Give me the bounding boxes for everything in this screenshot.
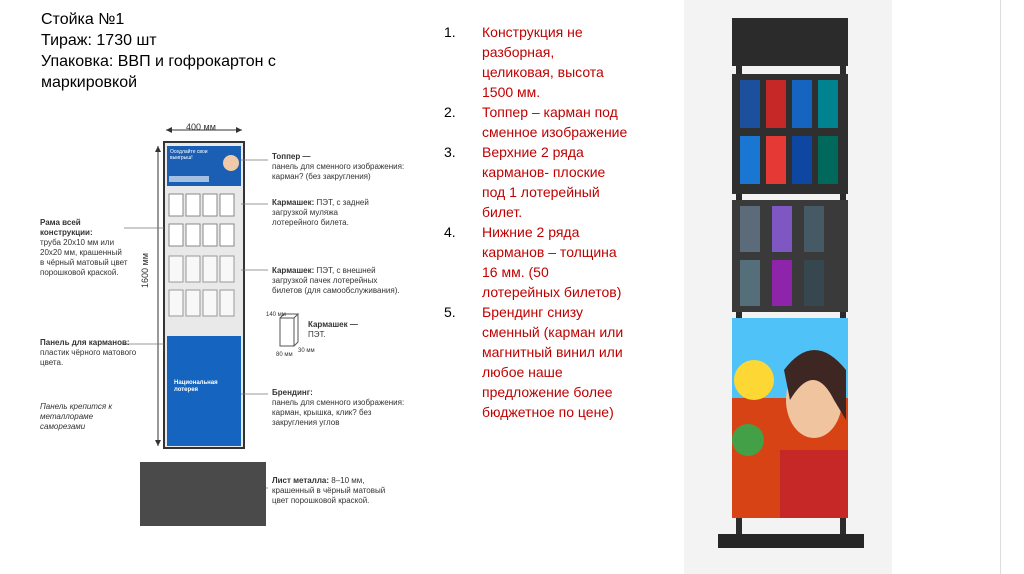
list-item-text: Топпер – карман под сменное изображение <box>482 104 628 140</box>
technical-drawing <box>36 118 436 538</box>
list-item-text: Верхние 2 ряда карманов- плоские под 1 лотерейный билет. <box>482 144 606 220</box>
height-dimension: 1600 мм <box>140 253 150 288</box>
list-item-text: Брендинг снизу сменный (карман или магнитный винил или любое наше предложение более бюджетное по цене) <box>482 304 624 420</box>
width-arrow-right <box>236 127 242 133</box>
photo-ball-green <box>732 424 764 456</box>
packaging-text-line1: Упаковка: ВВП и гофрокартон с <box>41 53 276 70</box>
list-item-number: 1. <box>444 24 456 40</box>
base-label-desc: 8–10 мм, крашенный в чёрный матовый цвет порошковой краской. <box>272 476 386 505</box>
pocket-depth-dim: 30 мм <box>298 348 315 354</box>
panel-label-desc: пластик чёрного матового цвета. <box>40 348 137 367</box>
list-item <box>444 142 684 222</box>
pocket1-label-desc: ПЭТ, с задней загрузкой муляжа лотерейного билета. <box>272 198 369 227</box>
frame-label-desc: труба 20x10 мм или 20x20 мм, крашенный в чёрный матовый цвет порошковой краской. <box>40 238 128 277</box>
pocket2-label-desc: ПЭТ, с внешней загрузкой пачек лотерейных билетов (для самообслуживания). <box>272 266 400 295</box>
list-item-number: 5. <box>444 304 456 320</box>
circulation-text: Тираж: 1730 шт <box>41 32 157 49</box>
pocket1-label-title: Кармашек: <box>272 198 315 207</box>
pocket3-label-desc: ПЭТ. <box>308 330 326 339</box>
pocket2-label <box>272 266 402 296</box>
pocket3-label <box>308 320 388 340</box>
base-label-title: Лист металла: <box>272 476 330 485</box>
frame-label-title: Рама всей конструкции: <box>40 218 93 237</box>
list-item-number: 3. <box>444 144 456 160</box>
pocket3-label-title: Кармашек — <box>308 320 358 329</box>
branding-label <box>272 388 412 428</box>
width-dimension: 400 мм <box>186 122 216 132</box>
list-item-number: 2. <box>444 104 456 120</box>
pocket-width-dim: 80 мм <box>276 352 293 358</box>
topper-label-title: Топпер — <box>272 152 311 161</box>
photo-ball-yellow <box>734 360 774 400</box>
slide-header <box>41 9 381 93</box>
pocket1-label <box>272 198 382 228</box>
branding-screen-text: Национальная лотерея <box>174 380 218 393</box>
pocket2-label-title: Кармашек: <box>272 266 315 275</box>
photo-person-dress <box>780 450 848 518</box>
width-arrow-left <box>166 127 172 133</box>
photo-base <box>718 534 864 548</box>
panel-label-title: Панель для карманов: <box>40 338 130 347</box>
stand-title: Стойка №1 <box>41 11 125 28</box>
stand-photo-svg <box>684 0 892 574</box>
topper-screen-text: Оседлайте свои выигрыш! <box>170 149 208 161</box>
slide-divider <box>1000 0 1001 574</box>
branding-label-desc: панель для сменного изображения: карман, крышка, клик? без закругления углов <box>272 398 405 427</box>
list-item-text: Нижние 2 ряда карманов – толщина 16 мм. (50 лотерейных билетов) <box>482 224 622 300</box>
topper-label-desc: панель для сменного изображения: карман? (без закругления) <box>272 162 405 181</box>
list-item <box>444 22 684 102</box>
stand-photo <box>684 0 892 574</box>
branding-label-title: Брендинг: <box>272 388 313 397</box>
list-item <box>444 102 684 142</box>
topper-ticket <box>169 176 209 182</box>
list-item <box>444 222 684 302</box>
mount-note: Панель крепится к металлораме саморезами <box>40 402 113 431</box>
list-item-number: 4. <box>444 224 456 240</box>
base-label <box>272 476 392 506</box>
topper-label <box>272 152 432 182</box>
photo-topper <box>732 18 848 66</box>
panel-label <box>40 338 156 368</box>
requirements-list <box>444 22 684 422</box>
pocket-height-dim: 140 мм <box>266 312 286 318</box>
list-item <box>444 302 684 422</box>
height-arrow-bottom <box>155 440 161 446</box>
packaging-text-line2: маркировкой <box>41 74 138 91</box>
pocket-detail-drawing <box>280 318 294 346</box>
topper-person <box>223 155 239 171</box>
height-arrow-top <box>155 146 161 152</box>
list-item-text: Конструкция не разборная, целиковая, высота 1500 мм. <box>482 24 604 100</box>
frame-label <box>40 218 128 278</box>
metal-base <box>140 462 266 526</box>
